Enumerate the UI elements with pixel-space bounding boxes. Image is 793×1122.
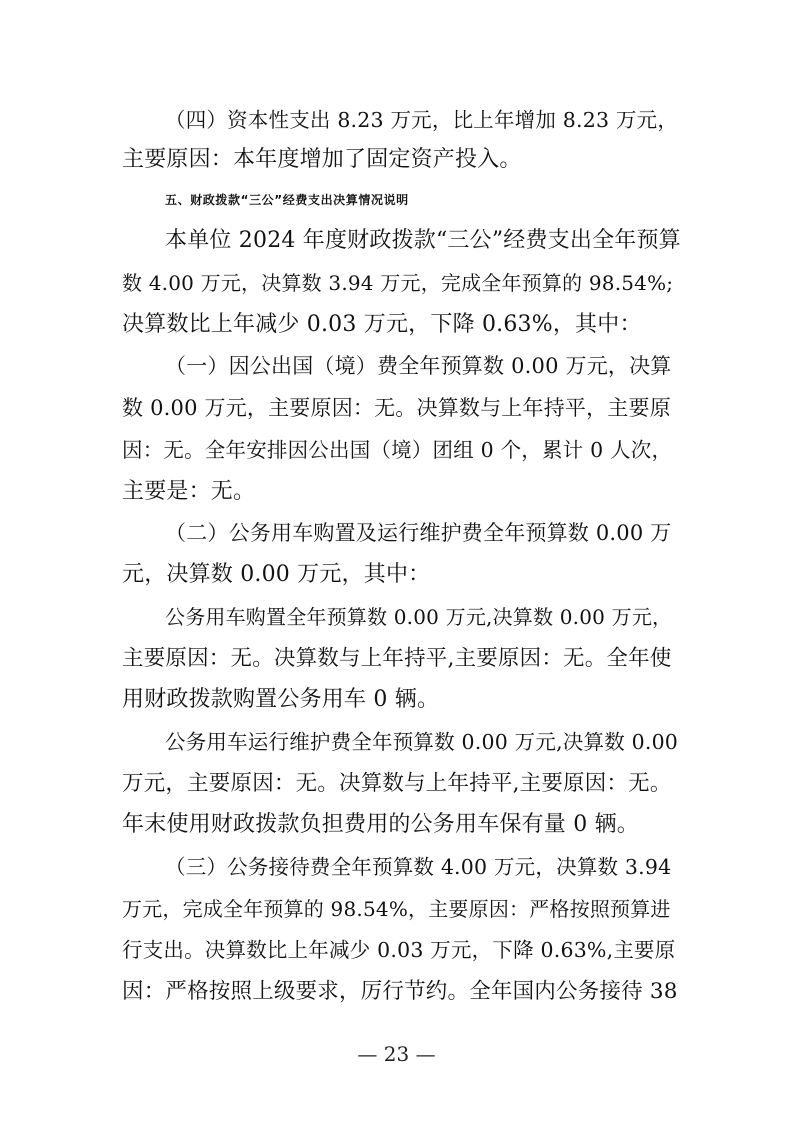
- text-line: 主要原因：本年度增加了固定资产投入。: [122, 147, 522, 172]
- text-line: 公务用车购置全年预算数 0.00 万元,决算数 0.00 万元，: [165, 605, 673, 629]
- text-line: （三）公务接待费全年预算数 4.00 万元，决算数 3.94: [165, 855, 672, 879]
- text-line: 本单位 2024 年度财政拨款“三公”经费支出全年预算: [165, 228, 681, 253]
- section-heading: 五、财政拨款“三公”经费支出决算情况说明: [165, 193, 409, 207]
- text-line: 决算数比上年减少 0.03 万元，下降 0.63%，其中：: [122, 312, 642, 337]
- text-line: 数 4.00 万元，决算数 3.94 万元，完成全年预算的 98.54%;: [122, 271, 674, 295]
- text-line: 年末使用财政拨款负担费用的公务用车保有量 0 辆。: [122, 812, 639, 837]
- text-line: 万元，主要原因：无。决算数与上年持平,主要原因：无。: [122, 771, 672, 796]
- text-line: 元，决算数 0.00 万元，其中：: [122, 562, 431, 587]
- text-line: （一）因公出国（境）费全年预算数 0.00 万元，决算: [165, 354, 672, 378]
- text-line: 主要原因：无。决算数与上年持平,主要原因：无。全年使: [122, 646, 672, 671]
- text-line: （四）资本性支出 8.23 万元，比上年增加 8.23 万元，: [165, 108, 679, 132]
- text-line: （二）公务用车购置及运行维护费全年预算数 0.00 万: [165, 521, 672, 545]
- text-line: 数 0.00 万元，主要原因：无。决算数与上年持平，主要原: [122, 396, 671, 420]
- text-line: 因：无。全年安排因公出国（境）团组 0 个，累计 0 人次，: [122, 438, 673, 462]
- text-line: 用财政拨款购置公务用车 0 辆。: [122, 687, 440, 712]
- text-line: 万元，完成全年预算的 98.54%，主要原因：严格按照预算进: [122, 897, 671, 921]
- page-number: — 23 —: [357, 1042, 436, 1066]
- text-line: 公务用车运行维护费全年预算数 0.00 万元,决算数 0.00: [165, 730, 679, 754]
- text-line: 行支出。决算数比上年减少 0.03 万元，下降 0.63%,主要原: [122, 938, 676, 962]
- text-line: 主要是：无。: [122, 479, 256, 504]
- text-line: 因：严格按照上级要求，厉行节约。全年国内公务接待 38: [122, 979, 678, 1004]
